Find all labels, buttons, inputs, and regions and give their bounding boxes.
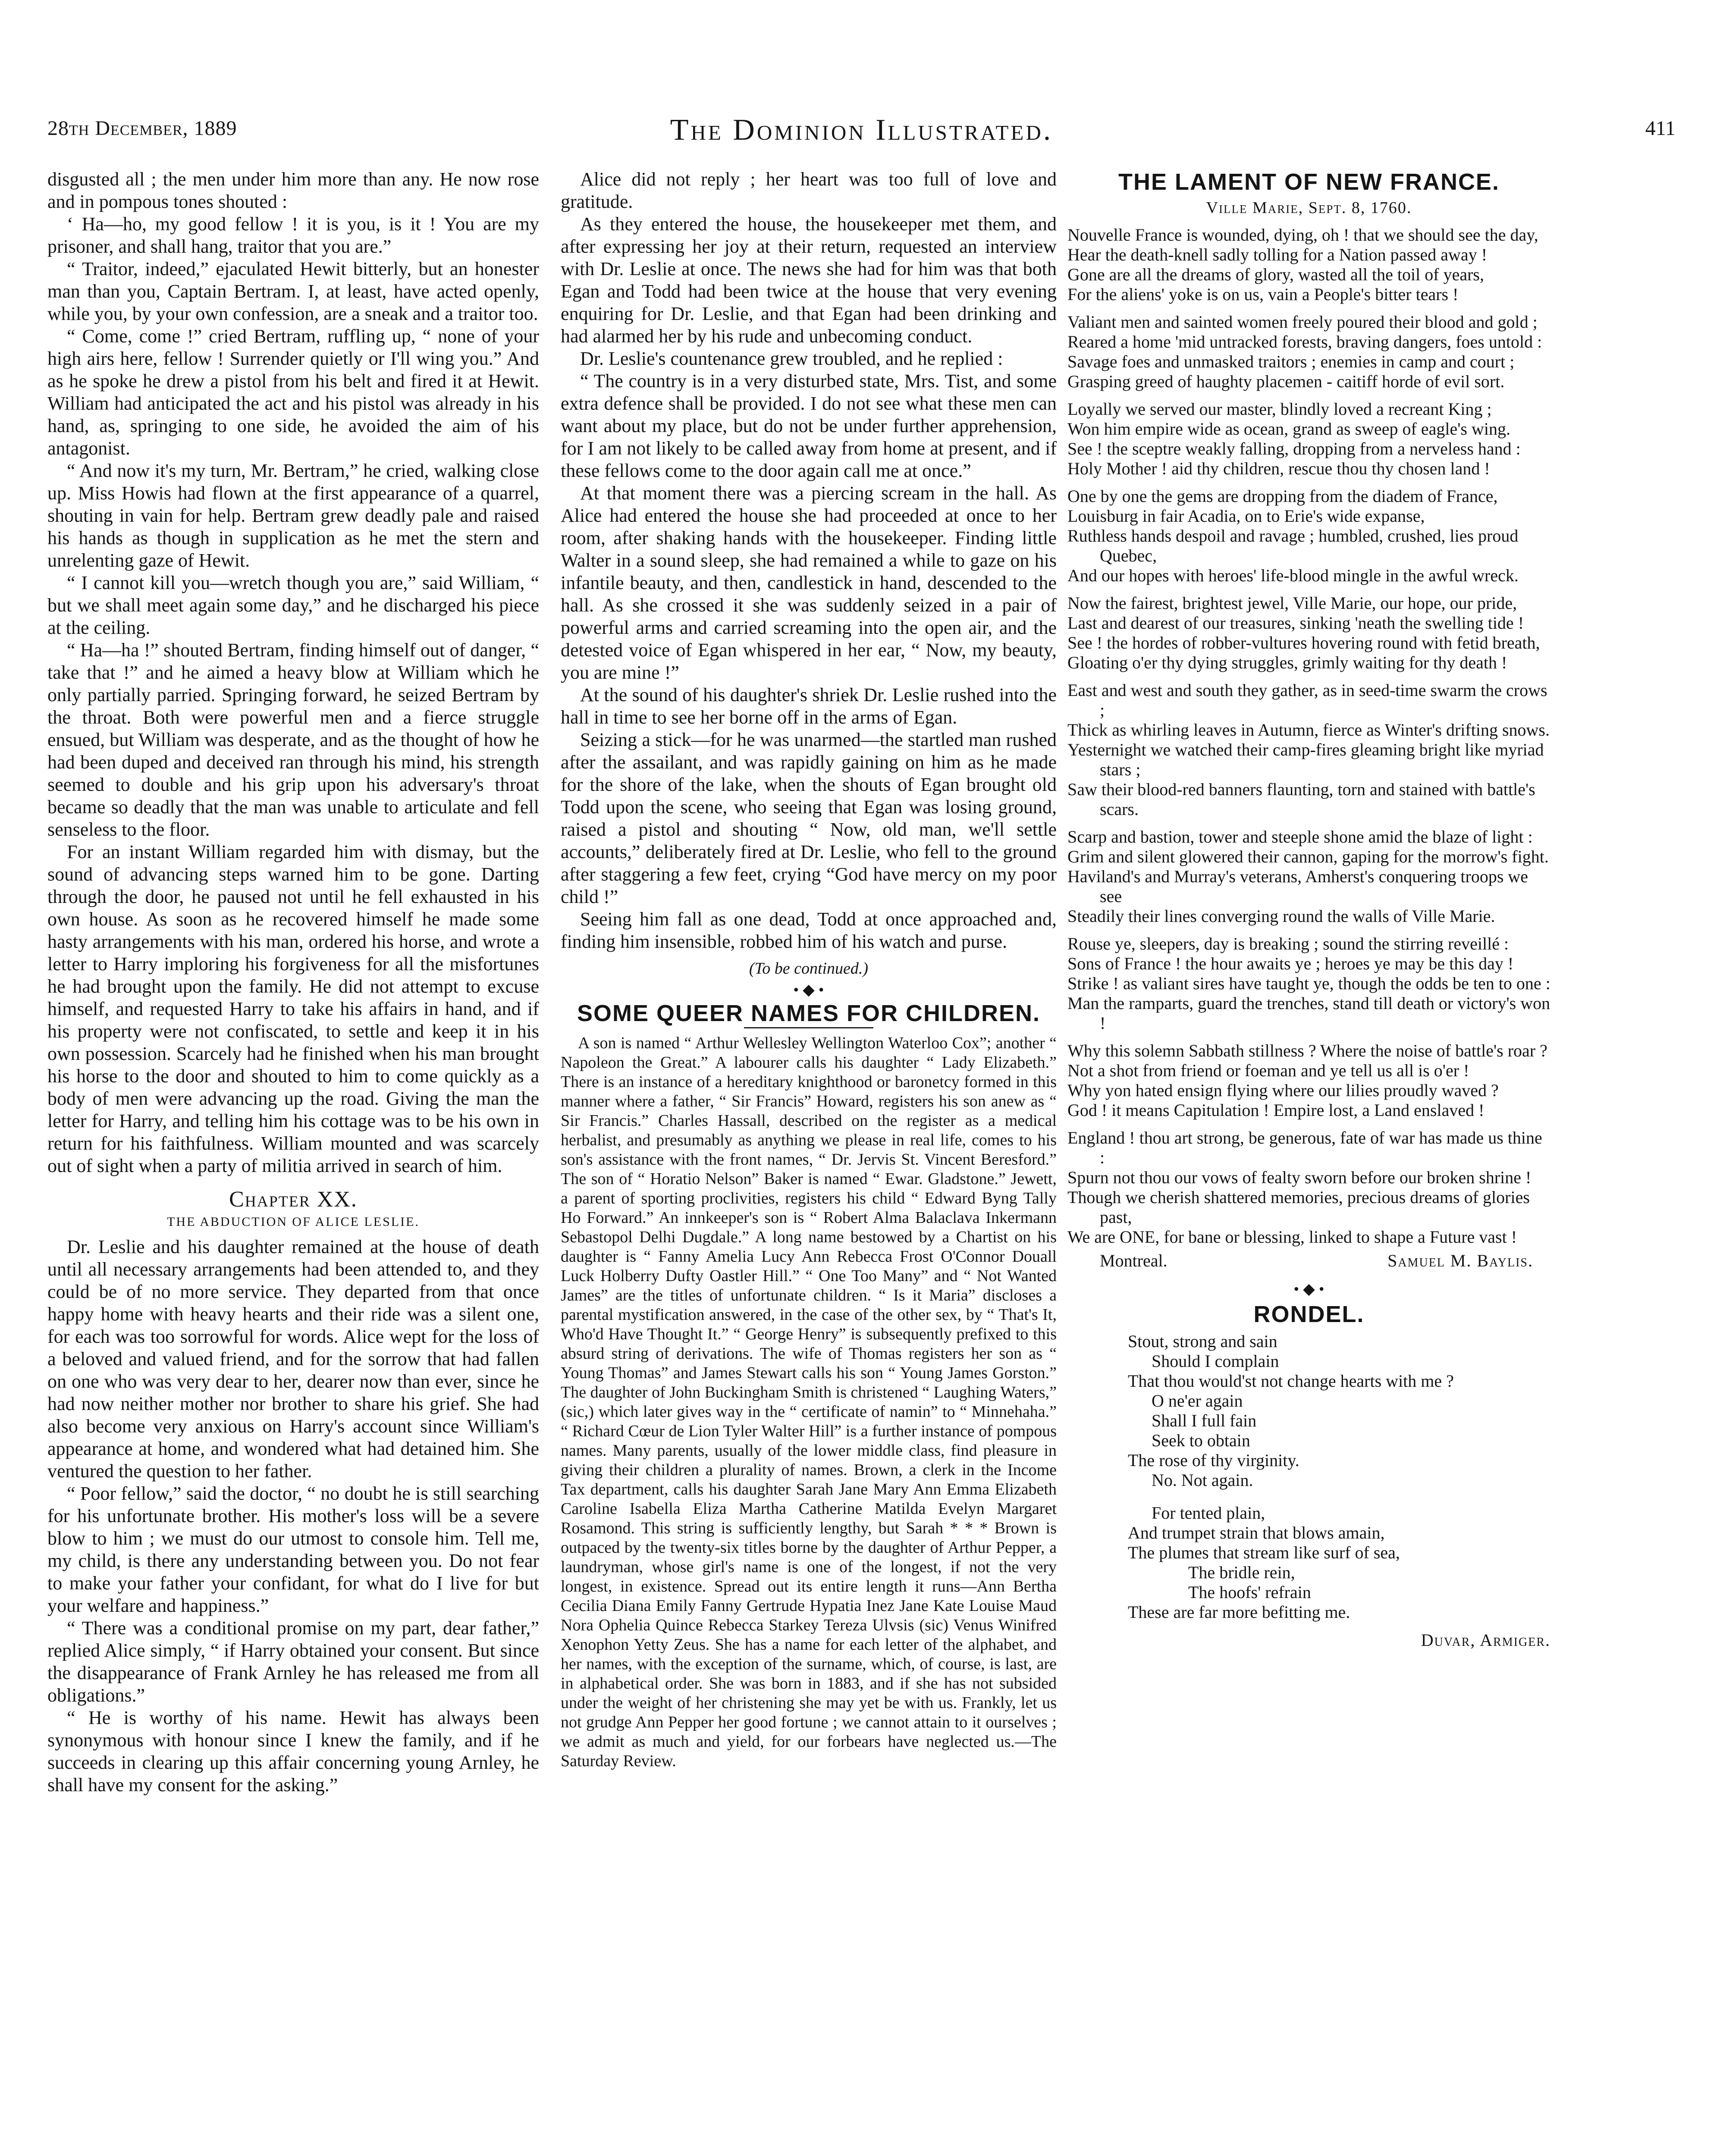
rondel-line: Stout, strong and sain bbox=[1128, 1332, 1277, 1351]
poem-line: England ! thou art strong, be generous, fate of war has made us thine : bbox=[1067, 1128, 1542, 1167]
poem-line: Grim and silent glowered their cannon, gaping for the morrow's fight. bbox=[1067, 847, 1549, 866]
poem-line: God ! it means Capitulation ! Empire lost, a Land enslaved ! bbox=[1067, 1100, 1484, 1120]
story-paragraph: “ There was a conditional promise on my part, dear father,” replied Alice simply, “ if Harry obtained your consent. But since the disappearance of Frank Arnley he has released me from all obligations.” bbox=[47, 1617, 539, 1706]
poem-body bbox=[1067, 225, 1550, 1247]
page-number: 411 bbox=[1645, 117, 1676, 140]
poem-line: Now the fairest, brightest jewel, Ville Marie, our hope, our pride, bbox=[1067, 593, 1517, 613]
section-ornament: • ◆ • bbox=[793, 981, 824, 998]
poem-line: Man the ramparts, guard the trenches, stand till death or victory's won ! bbox=[1067, 993, 1550, 1033]
poem-signoff bbox=[1100, 1250, 1533, 1272]
rondel-line: These are far more befitting me. bbox=[1128, 1602, 1350, 1622]
rondel-title: RONDEL. bbox=[1253, 1301, 1365, 1327]
story-paragraph: “ Traitor, indeed,” ejaculated Hewit bitterly, but an honester man than you, Captain Bertram. I, at least, have acted openly, while you, by your own confession, are a sneak and a traitor too. bbox=[47, 258, 539, 324]
poem-line: Grasping greed of haughty placemen - caitiff horde of evil sort. bbox=[1067, 372, 1505, 391]
poem-stanza bbox=[1067, 1128, 1550, 1247]
poem-line: See ! the sceptre weakly falling, dropping from a nerveless hand : bbox=[1067, 439, 1521, 458]
poem-line: Haviland's and Murray's veterans, Amherst's conquering troops we see bbox=[1067, 867, 1528, 906]
poem-line: Loyally we served our master, blindly loved a recreant King ; bbox=[1067, 399, 1492, 419]
poem-line: Saw their blood-red banners flaunting, torn and stained with battle's scars. bbox=[1067, 780, 1535, 819]
poem-line: Louisburg in fair Acadia, on to Erie's wide expanse, bbox=[1067, 506, 1425, 526]
story-paragraph: “ Come, come !” cried Bertram, ruffling up, “ none of your high airs here, fellow ! Surrender quietly or I'll wing you.” And as he spoke he drew a pistol from his belt and fired it at Hewit. William had anticipated the act and his pistol was already in his hand, as, springing to one side, he avoided the aim of his antagonist. bbox=[47, 326, 539, 459]
poem-line: Not a shot from friend or foeman and ye tell us all is o'er ! bbox=[1067, 1061, 1469, 1080]
article-paragraph: A son is named “ Arthur Wellesley Wellington Waterloo Cox”; another “ Napoleon the Great.” A labourer calls his daughter “ Lady Elizabeth.” There is an instance of a hereditary knighthood or baronetcy formed in this manner where a father, “ Sir Francis” Howard, registers his son anew as “ Sir Francis.” Charles Hassall, described on the register as a medical herbalist, and presumably as anything we please in real life, comes to his son's assistance with the front names, “ Dr. Jervis St. Vincent Beresford.” The son of “ Horatio Nelson” Baker is named “ Ewar. Gladstone.” Jewett, a parent of sporting proclivities, registers his child “ Edward Byng Tally Ho Forward.” An innkeeper's son is “ Robert Alma Balaclava Inkermann Sebastopol Delhi Dugdale.” A long name bestowed by a Chartist on his daughter is “ Fanny Amelia Lucy Ann Rebecca Frost O'Connor Douall Luck Holberry Dufty Oastler Hill.” “ One Too Many” and “ Not Wanted James” are the titles of unfortunate children. “ Is it Maria” discloses a parental mystification answered, in the case of the other sex, by “ That's It, Who'd Have Thought It.” “ George Henry” is subsequently prefixed to this absurd string of derivations. The wife of Thomas registers her son as “ Young Thomas” and James Stewart calls his son “ Young James Gorston.” The daughter of John Buckingham Smith is christened “ Laughing Waters,” (sic,) which later gives way in the “ certificate of namin” to “ Minnehaha.” “ Richard Cœur de Lion Tyler Walter Hill” is a further instance of pompous names. Many parents, usually of the lower middle class, find pleasure in giving their children a plurality of names. Brown, a clerk in the Income Tax department, calls his daughter Sarah Jane Mary Ann Emma Elizabeth Caroline Isabella Eliza Martha Catherine Matilda Evelyn Margaret Rosamond. This string is sufficiently lengthy, but Sarah * * * Brown is outpaced by the twenty-six titles borne by the daughter of Arthur Pepper, a laundryman, whose girl's name is one of the longest, if not the very longest, in existence. Spread out its entire length it runs—Ann Bertha Cecilia Diana Emily Fanny Gertrude Hypatia Inez Jane Kate Louise Maud Nora Ophelia Quince Rebecca Starkey Tereza Ulvsis (sic) Venus Winifred Xenophon Yetty Zeus. She has a name for each letter of the alphabet, and her names, with the exception of the surname, which, of course, is last, are in alphabetical order. She was born in 1883, and if she has not subsided under the weight of her christening she may yet be with us. Frankly, let us not grudge Ann Pepper her good fortune ; we cannot attain to it ourselves ; we admit as much and yield, for our forbears have neglected us.—The Saturday Review. bbox=[561, 1034, 1057, 1770]
rondel-line: O ne'er again bbox=[1152, 1391, 1243, 1410]
poem-line: Won him empire wide as ocean, grand as sweep of eagle's wing. bbox=[1067, 419, 1510, 439]
rondel-line: Should I complain bbox=[1152, 1351, 1279, 1371]
poem-line: Sons of France ! the hour awaits ye ; heroes ye may be this day ! bbox=[1067, 954, 1514, 973]
poem-line: We are ONE, for bane or blessing, linked to shape a Future vast ! bbox=[1067, 1227, 1517, 1247]
poem-line: Ruthless hands despoil and ravage ; humbled, crushed, lies proud Quebec, bbox=[1067, 526, 1519, 565]
poem-line: Holy Mother ! aid thy children, rescue thou thy chosen land ! bbox=[1067, 459, 1490, 478]
rondel-line: No. Not again. bbox=[1152, 1470, 1253, 1490]
story-paragraph: “ I cannot kill you—wretch though you are,” said William, “ but we shall meet again some day,” and he discharged his piece at the ceiling. bbox=[47, 572, 539, 638]
poem-line: Rouse ye, sleepers, day is breaking ; sound the stirring reveillé : bbox=[1067, 934, 1509, 953]
poem-line: Savage foes and unmasked traitors ; enemies in camp and court ; bbox=[1067, 352, 1515, 371]
rondel-body bbox=[1128, 1332, 1550, 1622]
issue-date: 28th December, 1889 bbox=[47, 117, 237, 140]
rondel-line: The rose of thy virginity. bbox=[1128, 1451, 1299, 1470]
story-paragraph: “ And now it's my turn, Mr. Bertram,” he cried, walking close up. Miss Howis had flown at the first appearance of a quarrel, shouting in vain for help. Bertram grew deadly pale and raised his hands as though in supplication as he met the stern and unrelenting gaze of Hewit. bbox=[47, 460, 539, 571]
story-paragraph: For an instant William regarded him with dismay, but the sound of advancing steps warned him to be gone. Darting through the door, he paused not until he fell exhausted in his own house. As soon as he recovered himself he made some hasty arrangements with his man, ordered his horse, and wrote a letter to Harry imploring his forgiveness for all the misfortunes he had brought upon the family. He did not attempt to excuse himself, and requested Harry to take his affairs in hand, and if his property were not confiscated, to settle and keep it in his own possession. Scarcely had he finished when his man brought his horse to the door and shouted to him to come quickly as a body of men were advancing up the road. Giving the man the letter for Harry, and telling him his cottage was to be his own in return for his faithfulness. William mounted and was scarcely out of sight when a party of militia arrived in search of him. bbox=[47, 841, 539, 1176]
poem-stanza bbox=[1067, 593, 1550, 673]
column-right bbox=[1067, 168, 1550, 1651]
poem-line: Gone are all the dreams of glory, wasted all the toil of years, bbox=[1067, 265, 1484, 284]
page-header bbox=[47, 113, 1676, 147]
poem-stanza bbox=[1067, 399, 1550, 479]
rondel-line: That thou would'st not change hearts with me ? bbox=[1128, 1371, 1454, 1391]
rondel-line: And trumpet strain that blows amain, bbox=[1128, 1523, 1385, 1542]
poem-line: Steadily their lines converging round the walls of Ville Marie. bbox=[1067, 906, 1495, 926]
story-paragraph: As they entered the house, the housekeeper met them, and after expressing her joy at their return, requested an interview with Dr. Leslie at once. The news she had for him was that both Egan and Todd had been twice at the house that very evening enquiring for Dr. Leslie, and that Egan had been drinking and had alarmed her by his rude and unbecoming conduct. bbox=[561, 213, 1057, 347]
poem-line: Reared a home 'mid untracked forests, braving dangers, foes untold : bbox=[1067, 332, 1542, 351]
poem-line: Why this solemn Sabbath stillness ? Where the noise of battle's roar ? bbox=[1067, 1041, 1547, 1060]
poem-line: Yesternight we watched their camp-fires gleaming bright like myriad stars ; bbox=[1067, 740, 1544, 779]
story-paragraph: disgusted all ; the men under him more than any. He now rose and in pompous tones shouted : bbox=[47, 169, 539, 212]
rondel-line: For tented plain, bbox=[1152, 1503, 1265, 1523]
poem-line: Why yon hated ensign flying where our lilies proudly waved ? bbox=[1067, 1081, 1499, 1100]
poem-stanza bbox=[1067, 225, 1550, 304]
story-paragraph: Dr. Leslie's countenance grew troubled, and he replied : bbox=[580, 348, 1003, 369]
masthead-title: The Dominion Illustrated. bbox=[670, 113, 1053, 147]
story-paragraph: At that moment there was a piercing scream in the hall. As Alice had entered the house she had proceeded at once to her room, after shaking hands with the housekeeper. Finding little Walter in a sound sleep, she had remained a while to gaze on his infantile beauty, and then, candlestick in hand, descended to the hall. As she crossed it she was suddenly seized in a pair of powerful arms and carried screaming into the open air, and the detested voice of Egan whispered in her ear, “ Now, my beauty, you are mine !” bbox=[561, 483, 1057, 683]
rondel-line: Shall I full fain bbox=[1152, 1411, 1257, 1430]
poem-dateline: Ville Marie, Sept. 8, 1760. bbox=[1206, 199, 1412, 217]
section-ornament: • ◆ • bbox=[1293, 1280, 1324, 1297]
column-left bbox=[47, 168, 539, 1796]
column-middle bbox=[561, 168, 1057, 1771]
poem-title: THE LAMENT OF NEW FRANCE. bbox=[1118, 169, 1500, 195]
poem-line: Last and dearest of our treasures, sinking 'neath the swelling tide ! bbox=[1067, 613, 1524, 633]
poem-line: For the aliens' yoke is on us, vain a People's bitter tears ! bbox=[1067, 285, 1459, 304]
poem-line: Nouvelle France is wounded, dying, oh ! that we should see the day, bbox=[1067, 225, 1538, 244]
poem-line: One by one the gems are dropping from the diadem of France, bbox=[1067, 486, 1498, 506]
story-paragraph: ‘ Ha—ho, my good fellow ! it is you, is it ! You are my prisoner, and shall hang, traitor that you are.” bbox=[47, 213, 539, 257]
poem-line: Though we cherish shattered memories, precious dreams of glories past, bbox=[1067, 1188, 1530, 1227]
rondel-line: The bridle rein, bbox=[1188, 1563, 1295, 1582]
to-be-continued: (To be continued.) bbox=[749, 959, 869, 978]
story-paragraph: Dr. Leslie and his daughter remained at the house of death until all necessary arrangements had been attended to, and they could be of no more service. They departed from that once happy home with heavy hearts and their ride was a silent one, for each was too sorrowful for words. Alice wept for the loss of a beloved and valued friend, and for the sorrow that had fallen on one who was very dear to her, dearer now than ever, since he had now neither mother nor brother to share his grief. She had also become very anxious on Harry's account since William's appearance at home, and wondered what had detained him. She ventured the question to her father. bbox=[47, 1236, 539, 1482]
poem-stanza bbox=[1067, 827, 1550, 926]
poem-line: Valiant men and sainted women freely poured their blood and gold ; bbox=[1067, 312, 1538, 332]
story-paragraph: Alice did not reply ; her heart was too full of love and gratitude. bbox=[561, 169, 1057, 212]
rondel-line: Seek to obtain bbox=[1152, 1431, 1250, 1450]
poem-line: Strike ! as valiant sires have taught ye, though the odds be ten to one : bbox=[1067, 974, 1550, 993]
poem-stanza bbox=[1067, 312, 1550, 392]
article-title: SOME QUEER NAMES FOR CHILDREN. bbox=[577, 1000, 1041, 1026]
rondel-author: Duvar, Armiger. bbox=[1421, 1630, 1550, 1650]
title-rule bbox=[744, 1027, 873, 1028]
poem-stanza bbox=[1067, 934, 1550, 1033]
poem-stanza bbox=[1067, 680, 1550, 819]
story-paragraph: “ The country is in a very disturbed state, Mrs. Tist, and some extra defence shall be provided. I do not see what these men can want about my place, but do not be under further apprehension, for I am not likely to be called away from home at present, and if these fellows come to the door again call me at once.” bbox=[561, 370, 1057, 481]
poem-line: East and west and south they gather, as in seed-time swarm the crows ; bbox=[1067, 680, 1547, 720]
story-paragraph: Seeing him fall as one dead, Todd at once approached and, finding him insensible, robbed him of his watch and purse. bbox=[561, 909, 1057, 952]
poem-line: And our hopes with heroes' life-blood mingle in the awful wreck. bbox=[1067, 566, 1519, 585]
story-paragraph: “ He is worthy of his name. Hewit has always been synonymous with honour since I knew the family, and if he succeeds in clearing up this affair concerning young Arnley, he shall have my consent for the asking.” bbox=[47, 1707, 539, 1796]
stanza-gap bbox=[1128, 1490, 1550, 1503]
poem-author: Samuel M. Baylis. bbox=[1387, 1251, 1533, 1270]
chapter-subtitle: THE ABDUCTION OF ALICE LESLIE. bbox=[167, 1215, 420, 1229]
poem-line: See ! the hordes of robber-vultures hovering round with fetid breath, bbox=[1067, 633, 1540, 652]
story-paragraph: “ Poor fellow,” said the doctor, “ no doubt he is still searching for his unfortunate brother. His mother's loss will be a severe blow to him ; we must do our utmost to console him. Tell me, my child, is there any understanding between you. Do not fear to make your father your confidant, for what do I live for but your welfare and happiness.” bbox=[47, 1483, 539, 1616]
signoff-place: Montreal. bbox=[1100, 1251, 1167, 1270]
rondel-line: The hoofs' refrain bbox=[1188, 1583, 1311, 1602]
poem-line: Spurn not thou our vows of fealty sworn before our broken shrine ! bbox=[1067, 1168, 1532, 1187]
story-paragraph: “ Ha—ha !” shouted Bertram, finding himself out of danger, “ take that !” and he aimed a heavy blow at William which he only partially parried. Springing forward, he seized Bertram by the throat. Both were powerful men and a fierce struggle ensued, but William was desperate, and as the thought of how he had been duped and deceived ran through his mind, his strength seemed to double and his grip upon his adversary's throat became so deadly that the man was unable to articulate and fell senseless to the floor. bbox=[47, 639, 539, 840]
story-paragraph: Seizing a stick—for he was unarmed—the startled man rushed after the assailant, and was rapidly gaining on him as he made for the shore of the lake, when the shouts of Egan brought old Todd upon the scene, who seeing that Egan was losing ground, raised a pistol and shouting “ Now, old man, we'll settle accounts,” deliberately fired at Dr. Leslie, who fell to the ground after staggering a few feet, crying “God have mercy on my poor child !” bbox=[561, 729, 1057, 907]
poem-stanza bbox=[1067, 1041, 1550, 1120]
poem-line: Scarp and bastion, tower and steeple shone amid the blaze of light : bbox=[1067, 827, 1533, 846]
article-body bbox=[561, 1034, 1057, 1771]
rondel-line: The plumes that stream like surf of sea, bbox=[1128, 1543, 1400, 1562]
poem-stanza bbox=[1067, 486, 1550, 586]
chapter-heading: Chapter XX. bbox=[229, 1187, 358, 1212]
poem-line: Gloating o'er thy dying struggles, grimly waiting for thy death ! bbox=[1067, 653, 1507, 672]
poem-line: Hear the death-knell sadly tolling for a Nation passed away ! bbox=[1067, 245, 1488, 264]
poem-line: Thick as whirling leaves in Autumn, fierce as Winter's drifting snows. bbox=[1067, 720, 1550, 740]
story-paragraph: At the sound of his daughter's shriek Dr. Leslie rushed into the hall in time to see her borne off in the arms of Egan. bbox=[561, 684, 1057, 728]
